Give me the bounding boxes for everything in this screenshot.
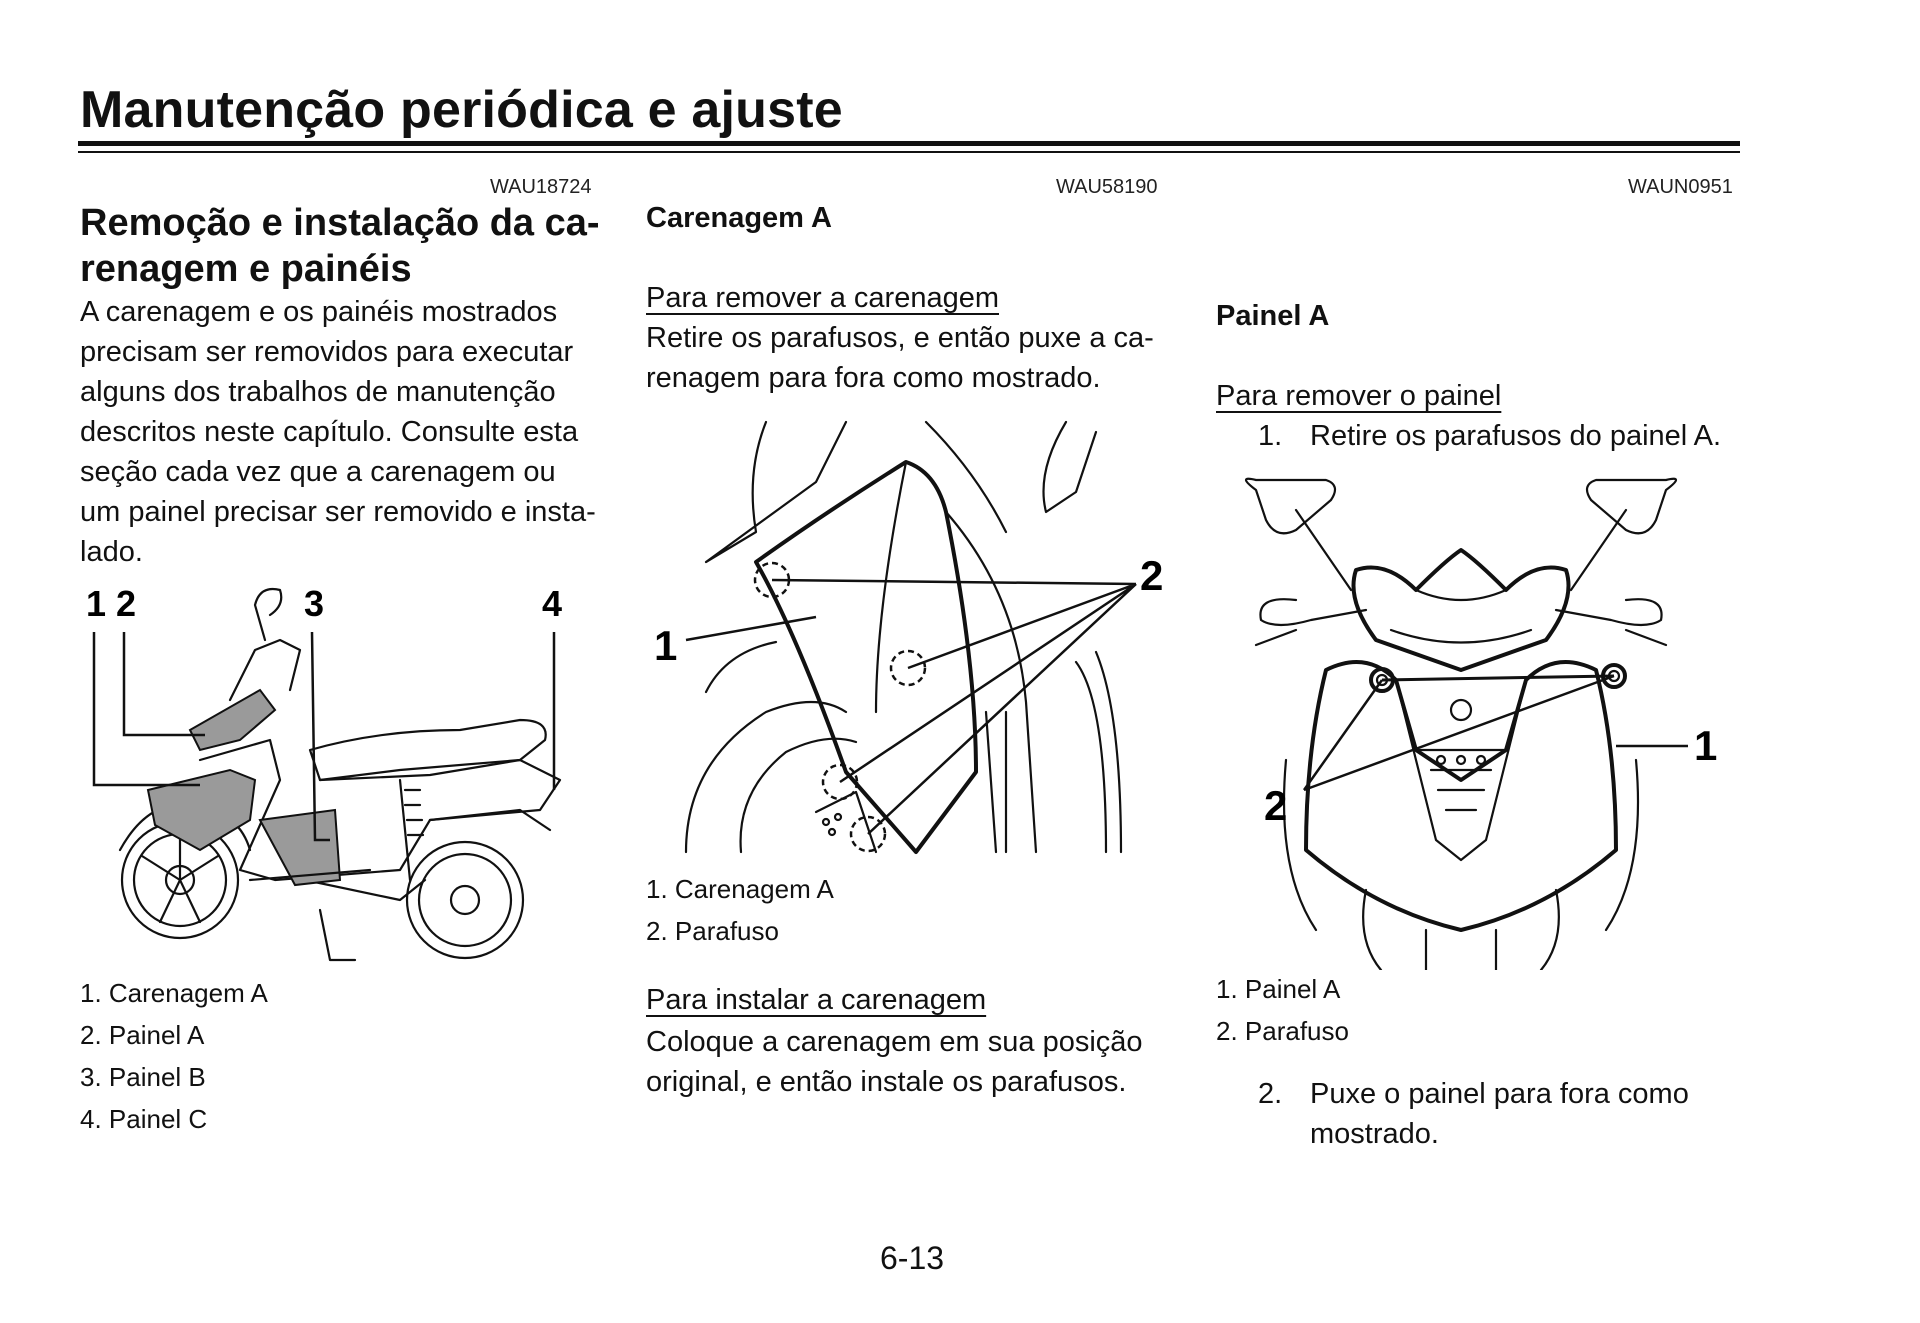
section-heading-line-1: Remoção e instalação da ca-: [80, 202, 600, 244]
callout-2: 2: [1264, 782, 1288, 829]
caption-item: 1. Carenagem A: [80, 978, 268, 1008]
callout-4: 4: [542, 583, 563, 624]
section-code: WAU58190: [1056, 176, 1158, 198]
section-code: WAU18724: [490, 176, 592, 198]
intro-line: precisam ser removidos para executar: [80, 336, 574, 368]
intro-paragraph: [80, 292, 608, 572]
install-fairing-title: Para instalar a carenagem: [646, 984, 987, 1016]
header-rule-thin: [78, 151, 1740, 153]
caption-item: 1. Carenagem A: [646, 874, 834, 904]
text-line: Retire os parafusos, e então puxe a ca-: [646, 322, 1154, 354]
text-line: Coloque a carenagem em sua posição: [646, 1026, 1143, 1058]
remove-panel-title: Para remover o painel: [1216, 380, 1502, 412]
figure-1-captions: [80, 972, 268, 1140]
remove-fairing-title: Para remover a carenagem: [646, 282, 999, 314]
leader-2: [124, 632, 205, 735]
figure-3-captions: [1216, 968, 1349, 1052]
callout-2: 2: [1140, 552, 1164, 599]
fairing-illustration: [646, 412, 1186, 862]
scooter-front-illustration: [1216, 470, 1756, 970]
intro-line: alguns dos trabalhos de manutenção: [80, 376, 556, 408]
text-line: Puxe o painel para fora como: [1310, 1078, 1689, 1110]
step-2-number: 2.: [1258, 1078, 1283, 1110]
step-2-text: [1310, 1074, 1740, 1154]
caption-item: 3. Painel B: [80, 1062, 206, 1092]
intro-line: lado.: [80, 536, 143, 568]
step-1-number: 1.: [1258, 420, 1283, 452]
page-title: Manutenção periódica e ajuste: [80, 81, 843, 139]
callout-3: 3: [304, 583, 325, 624]
leader-3: [312, 632, 330, 840]
header-rule-thick: [78, 141, 1740, 146]
text-line: renagem para fora como mostrado.: [646, 362, 1101, 394]
section-heading-line-2: renagem e painéis: [80, 248, 412, 290]
callout-1: 1: [1694, 722, 1718, 769]
caption-item: 4. Painel C: [80, 1104, 208, 1134]
scooter-front-drawing: [1246, 479, 1676, 970]
section-heading: Carenagem A: [646, 202, 832, 234]
panel-shade-b: [190, 690, 275, 750]
text-line: original, e então instale os parafusos.: [646, 1066, 1127, 1098]
bolt-link: [1382, 676, 1614, 680]
section-heading: Painel A: [1216, 300, 1330, 332]
callout-1: 1: [654, 622, 678, 669]
intro-line: descritos neste capítulo. Consulte esta: [80, 416, 579, 448]
scooter-drawing: [120, 589, 560, 960]
leader-2: [772, 580, 1136, 834]
leader-1: [94, 632, 200, 785]
caption-item: 2. Painel A: [80, 1020, 205, 1050]
caption-item: 2. Parafuso: [1216, 1016, 1349, 1046]
leader-2: [1304, 676, 1614, 790]
intro-line: um painel precisar ser removido e insta-: [80, 496, 596, 528]
figure-2-captions: [646, 868, 834, 952]
remove-fairing-text: [646, 318, 1174, 398]
scooter-side-illustration: [80, 580, 600, 980]
callout-2: 2: [116, 583, 137, 624]
step-1-text: Retire os parafusos do painel A.: [1310, 420, 1722, 452]
text-line: mostrado.: [1310, 1118, 1439, 1150]
page-number: 6-13: [880, 1240, 945, 1276]
section-code: WAUN0951: [1628, 176, 1733, 198]
install-fairing-text: [646, 1022, 1174, 1102]
caption-item: 1. Painel A: [1216, 974, 1341, 1004]
leader-1: [686, 617, 816, 640]
caption-item: 2. Parafuso: [646, 916, 779, 946]
intro-line: A carenagem e os painéis mostrados: [80, 296, 558, 328]
intro-line: seção cada vez que a carenagem ou: [80, 456, 556, 488]
callout-1: 1: [86, 583, 107, 624]
